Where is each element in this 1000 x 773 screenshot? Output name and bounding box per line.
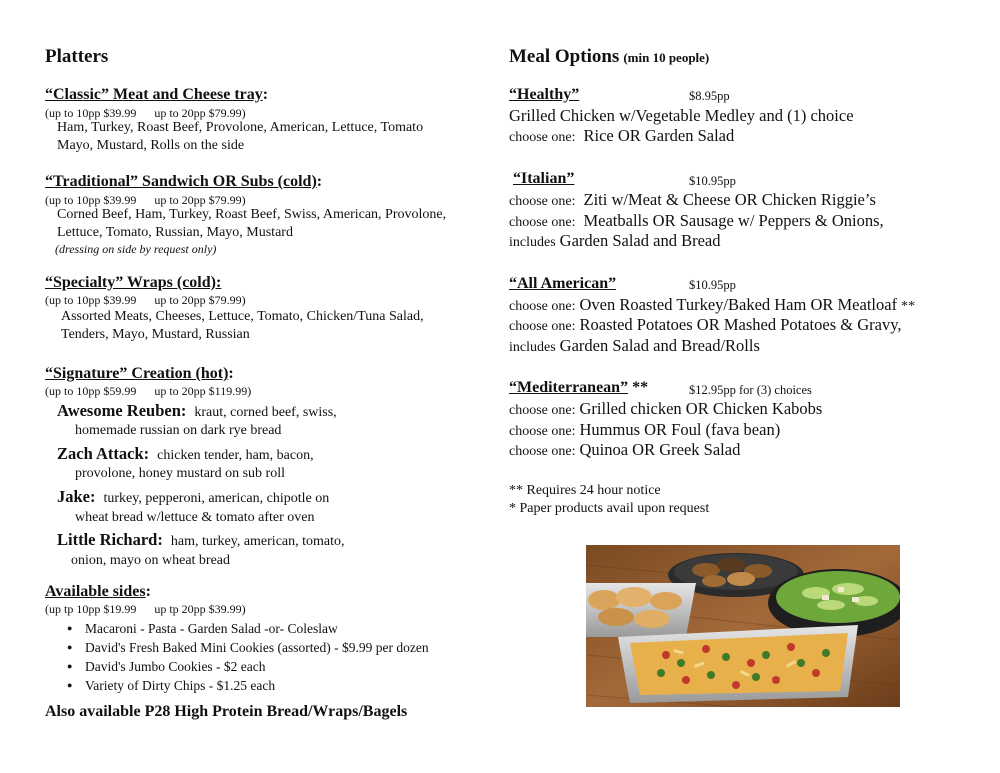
italian-line2: choose one: Meatballs OR Sausage w/ Peppers & Onions, (509, 211, 884, 230)
specialty-line1: Assorted Meats, Cheeses, Lettuce, Tomato, Chicken/Tuna Salad, (61, 309, 424, 324)
food-trays-illustration (586, 545, 900, 707)
traditional-line1: Corned Beef, Ham, Turkey, Roast Beef, Swiss, American, Provolone, (57, 207, 447, 222)
list-item: ● Macaroni - Pasta - Garden Salad -or- Coleslaw (63, 619, 429, 638)
traditional-title: “Traditional” Sandwich OR Subs (cold): (45, 173, 323, 190)
list-item: ● Variety of Dirty Chips - $1.25 each (63, 676, 429, 695)
healthy-price: $8.95pp (689, 89, 730, 103)
list-item: ● David's Jumbo Cookies - $2 each (63, 657, 429, 676)
italian-line1: choose one: Ziti w/Meat & Cheese OR Chicken Riggie’s (509, 190, 876, 209)
sides-list (63, 619, 429, 695)
paper-products-note: * Paper products avail upon request (509, 501, 710, 516)
catering-food-photo (586, 545, 900, 707)
list-item: ● David's Fresh Baked Mini Cookies (assorted) - $9.99 per dozen (63, 638, 429, 657)
italian-price: $10.95pp (689, 174, 736, 188)
mediterranean-line1: choose one: Grilled chicken OR Chicken Kabobs (509, 399, 823, 418)
signature-item: Little Richard: ham, turkey, american, tomato, (57, 530, 345, 549)
footer-note: Also available P28 High Protein Bread/Wraps/Bagels (45, 703, 408, 720)
traditional-line2: Lettuce, Tomato, Russian, Mayo, Mustard (57, 225, 293, 240)
signature-prices: (up to 10pp $59.99 up to 20pp $119.99) (45, 384, 252, 398)
american-price: $10.95pp (689, 278, 736, 292)
signature-item-desc: provolone, honey mustard on sub roll (75, 466, 285, 481)
mediterranean-line3: choose one: Quinoa OR Greek Salad (509, 440, 741, 459)
traditional-prices: (up to 10pp $39.99 up to 20pp $79.99) (45, 193, 246, 207)
classic-tray-prices: (up to 10pp $39.99 up to 20pp $79.99) (45, 106, 246, 120)
healthy-line1: Grilled Chicken w/Vegetable Medley and (1) choice (509, 106, 854, 125)
american-line3: includes Garden Salad and Bread/Rolls (509, 336, 760, 355)
american-line1: choose one: Oven Roasted Turkey/Baked Ham OR Meatloaf ** (509, 295, 916, 314)
classic-tray-title: “Classic” Meat and Cheese tray: (45, 86, 269, 103)
mediterranean-line2: choose one: Hummus OR Foul (fava bean) (509, 420, 781, 439)
notice-note: ** Requires 24 hour notice (509, 483, 661, 498)
signature-item: Jake: turkey, pepperoni, american, chipotle on (57, 487, 330, 506)
sides-prices: (up tp 10pp $19.99 up tp 20pp $39.99) (45, 602, 246, 616)
american-line2: choose one: Roasted Potatoes OR Mashed Potatoes & Gravy, (509, 315, 902, 334)
italian-title: “Italian” (513, 170, 575, 187)
signature-item-desc: onion, mayo on wheat bread (71, 553, 231, 568)
meal-options-heading: Meal Options (min 10 people) (509, 46, 710, 67)
signature-title: “Signature” Creation (hot): (45, 365, 234, 382)
italian-line3: includes Garden Salad and Bread (509, 231, 721, 250)
mediterranean-price: $12.95pp for (3) choices (689, 383, 812, 397)
specialty-line2: Tenders, Mayo, Mustard, Russian (61, 327, 250, 342)
sides-title: Available sides: (45, 583, 151, 600)
platters-heading: Platters (45, 46, 109, 67)
healthy-line2: choose one: Rice OR Garden Salad (509, 126, 735, 145)
signature-item-desc: wheat bread w/lettuce & tomato after oven (75, 510, 315, 525)
signature-item-desc: homemade russian on dark rye bread (75, 423, 282, 438)
classic-tray-line2: Mayo, Mustard, Rolls on the side (57, 138, 245, 153)
signature-item: Zach Attack: chicken tender, ham, bacon, (57, 444, 314, 463)
mediterranean-title: “Mediterranean” ** (509, 379, 649, 396)
signature-item: Awesome Reuben: kraut, corned beef, swiss, (57, 401, 337, 420)
specialty-prices: (up to 10pp $39.99 up to 20pp $79.99) (45, 293, 246, 307)
traditional-note: (dressing on side by request only) (55, 242, 217, 256)
classic-tray-line1: Ham, Turkey, Roast Beef, Provolone, American, Lettuce, Tomato (57, 120, 424, 135)
specialty-title: “Specialty” Wraps (cold): (45, 274, 222, 291)
american-title: “All American” (509, 275, 617, 292)
healthy-title: “Healthy” (509, 86, 580, 103)
